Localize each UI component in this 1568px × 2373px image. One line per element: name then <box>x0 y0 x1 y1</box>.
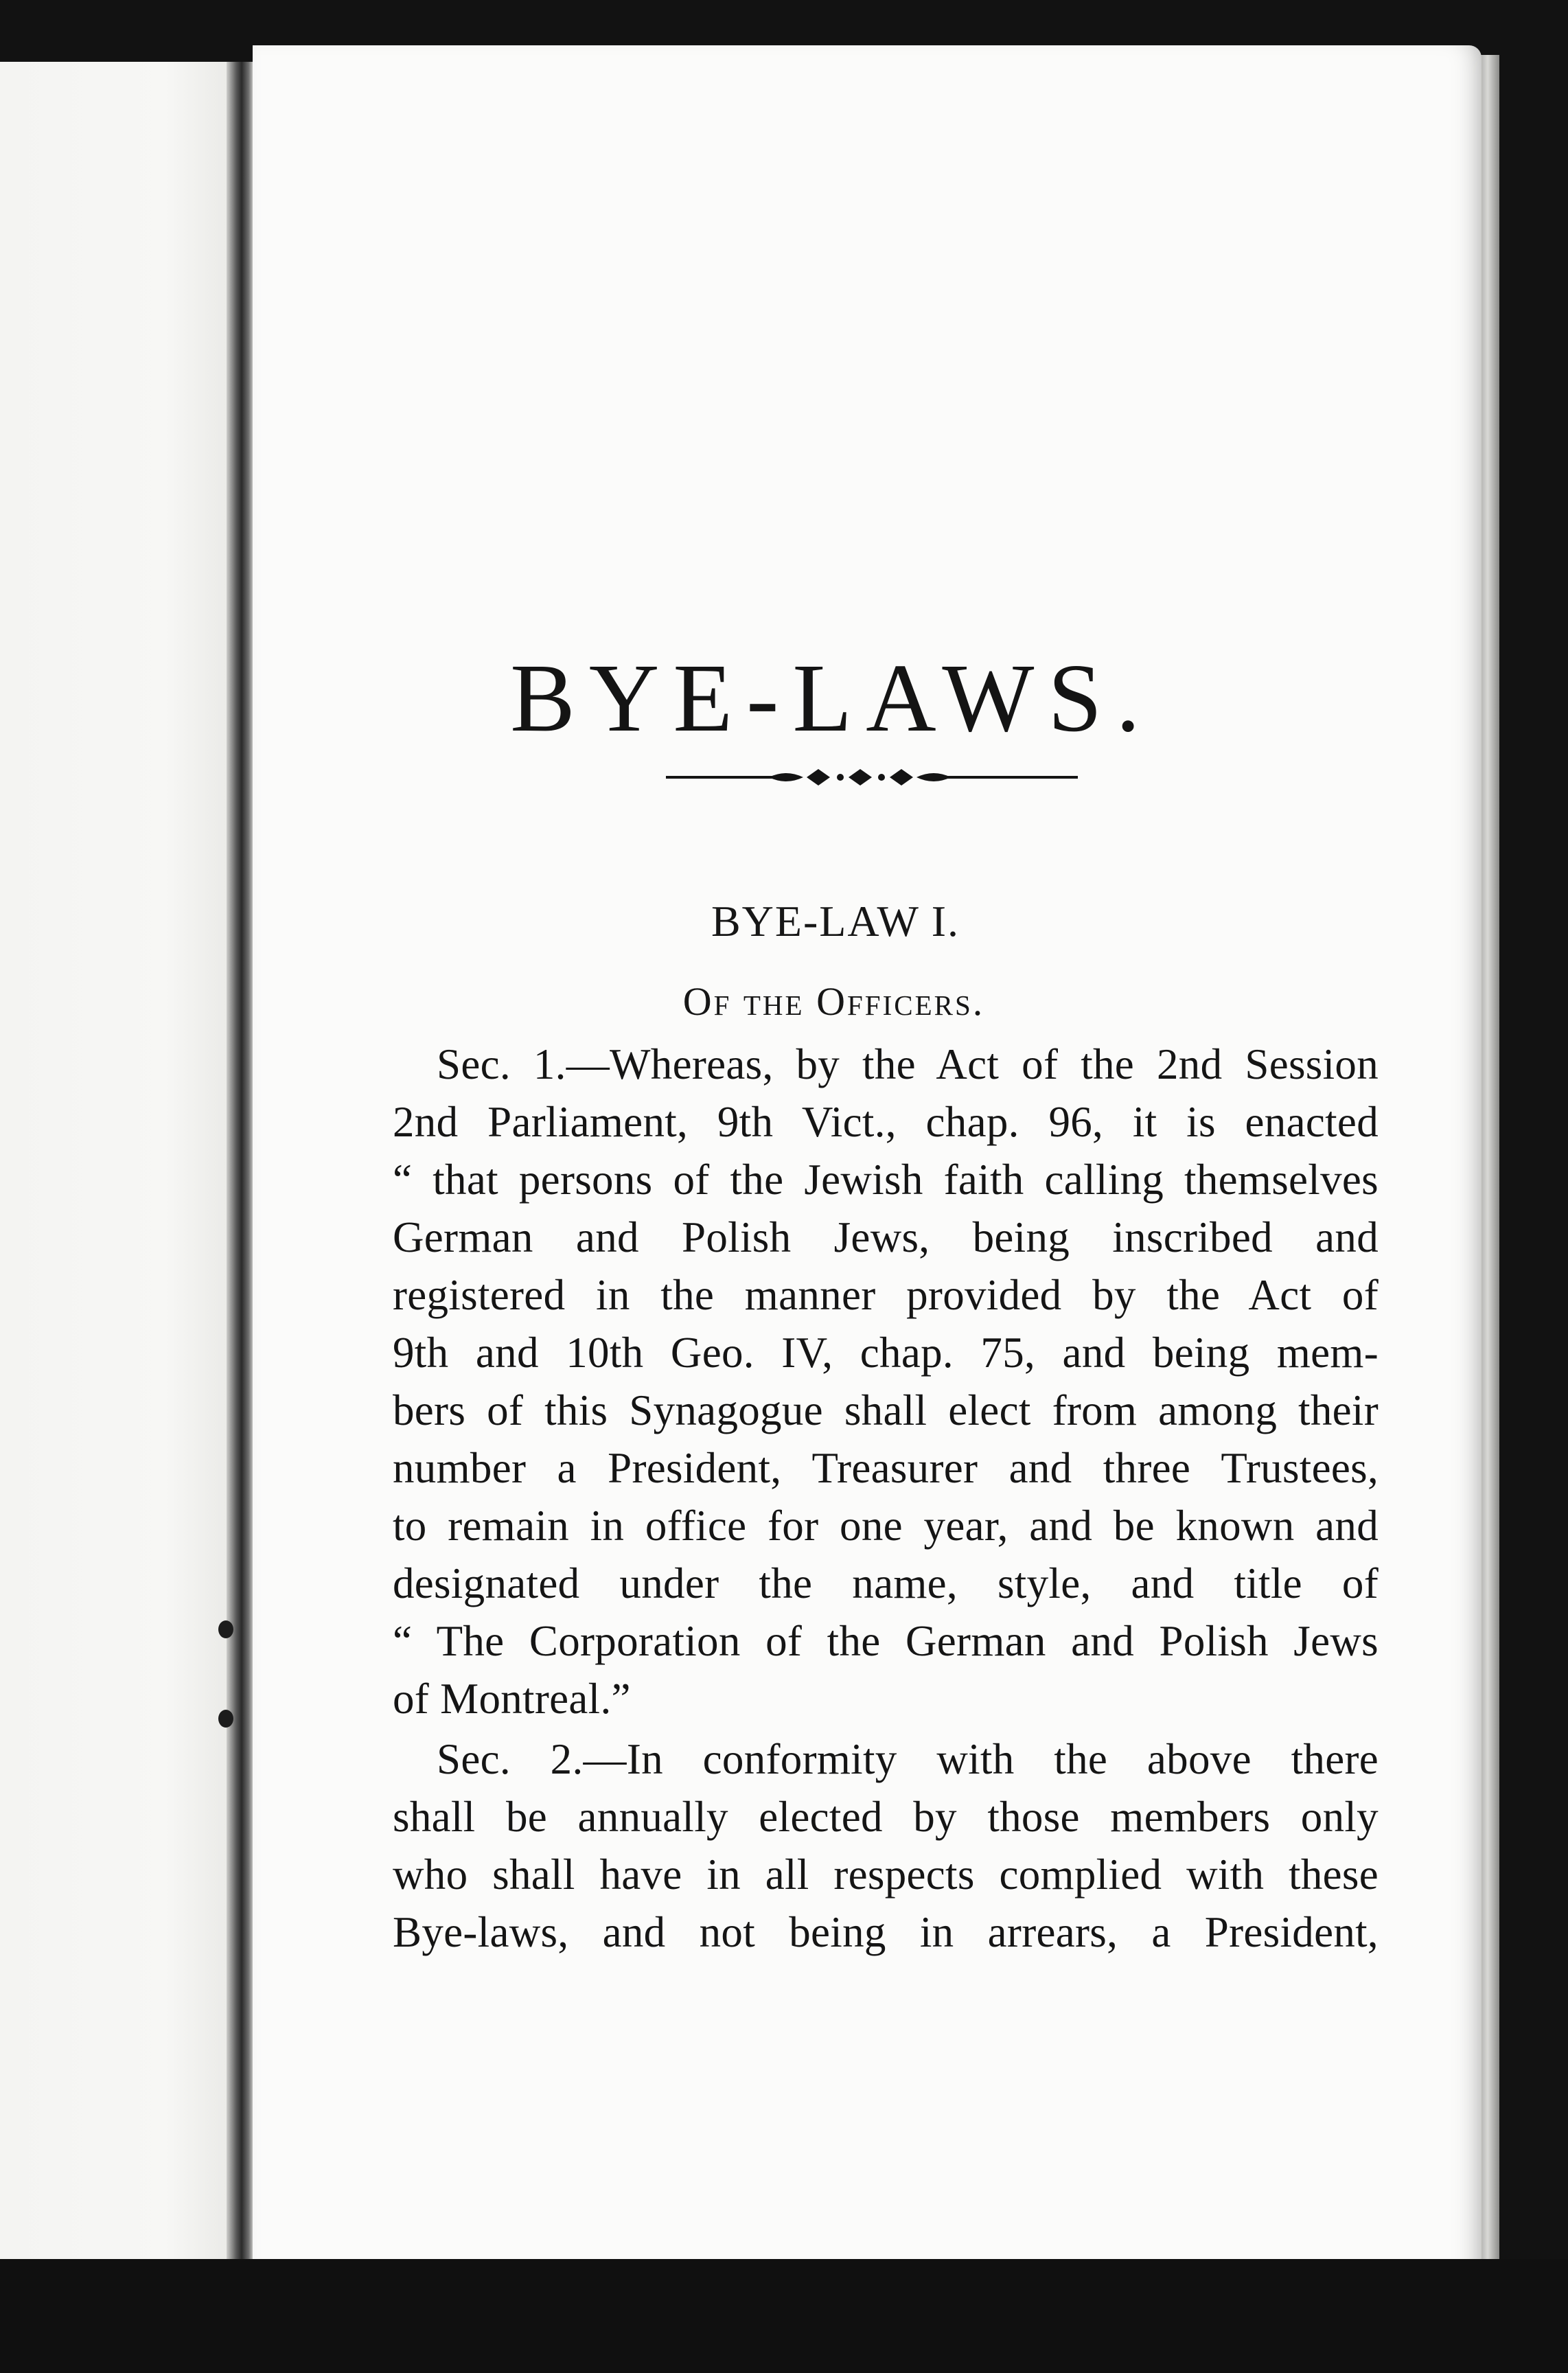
paragraph-sec-2 <box>393 1730 1379 1961</box>
text-line: bers of this Synagogue shall elect from among their <box>393 1386 1379 1434</box>
section-subheading: Of the Officers. <box>682 979 985 1024</box>
text-line: who shall have in all respects complied with these <box>393 1850 1379 1899</box>
left-facing-page <box>0 62 237 2280</box>
scanner-bottom-edge <box>0 2259 1568 2373</box>
text-line: Bye-laws, and not being in arrears, a President, <box>393 1908 1379 1956</box>
text-line: of Montreal.” <box>393 1675 631 1723</box>
text-line: number a President, Treasurer and three Trustees, <box>393 1444 1379 1492</box>
text-line: designated under the name, style, and title of <box>393 1559 1379 1607</box>
body-text <box>393 1035 1379 1961</box>
page-title: BYE-LAWS. <box>510 643 1154 753</box>
paragraph-sec-1 <box>393 1035 1379 1728</box>
text-line: German and Polish Jews, being inscribed and <box>393 1213 1379 1261</box>
text-line: 9th and 10th Geo. IV, chap. 75, and being mem- <box>393 1329 1379 1377</box>
binding-thread-bottom <box>218 1710 233 1728</box>
text-line: “ that persons of the Jewish faith calling themselves <box>393 1156 1379 1204</box>
section-heading: BYE-LAW I. <box>711 897 960 945</box>
text-line: Sec. 1.—Whereas, by the Act of the 2nd Session <box>437 1040 1379 1088</box>
ornamental-divider <box>666 761 1078 794</box>
binding-thread-top <box>218 1620 233 1638</box>
text-line: to remain in office for one year, and be known and <box>393 1502 1379 1550</box>
text-line: “ The Corporation of the German and Polish Jews <box>393 1617 1379 1665</box>
text-line: Sec. 2.—In conformity with the above there <box>437 1735 1379 1783</box>
text-line: shall be annually elected by those members only <box>393 1793 1379 1841</box>
book-gutter <box>227 62 254 2300</box>
text-line: registered in the manner provided by the Act of <box>393 1271 1379 1319</box>
text-line: 2nd Parliament, 9th Vict., chap. 96, it is enacted <box>393 1098 1379 1146</box>
